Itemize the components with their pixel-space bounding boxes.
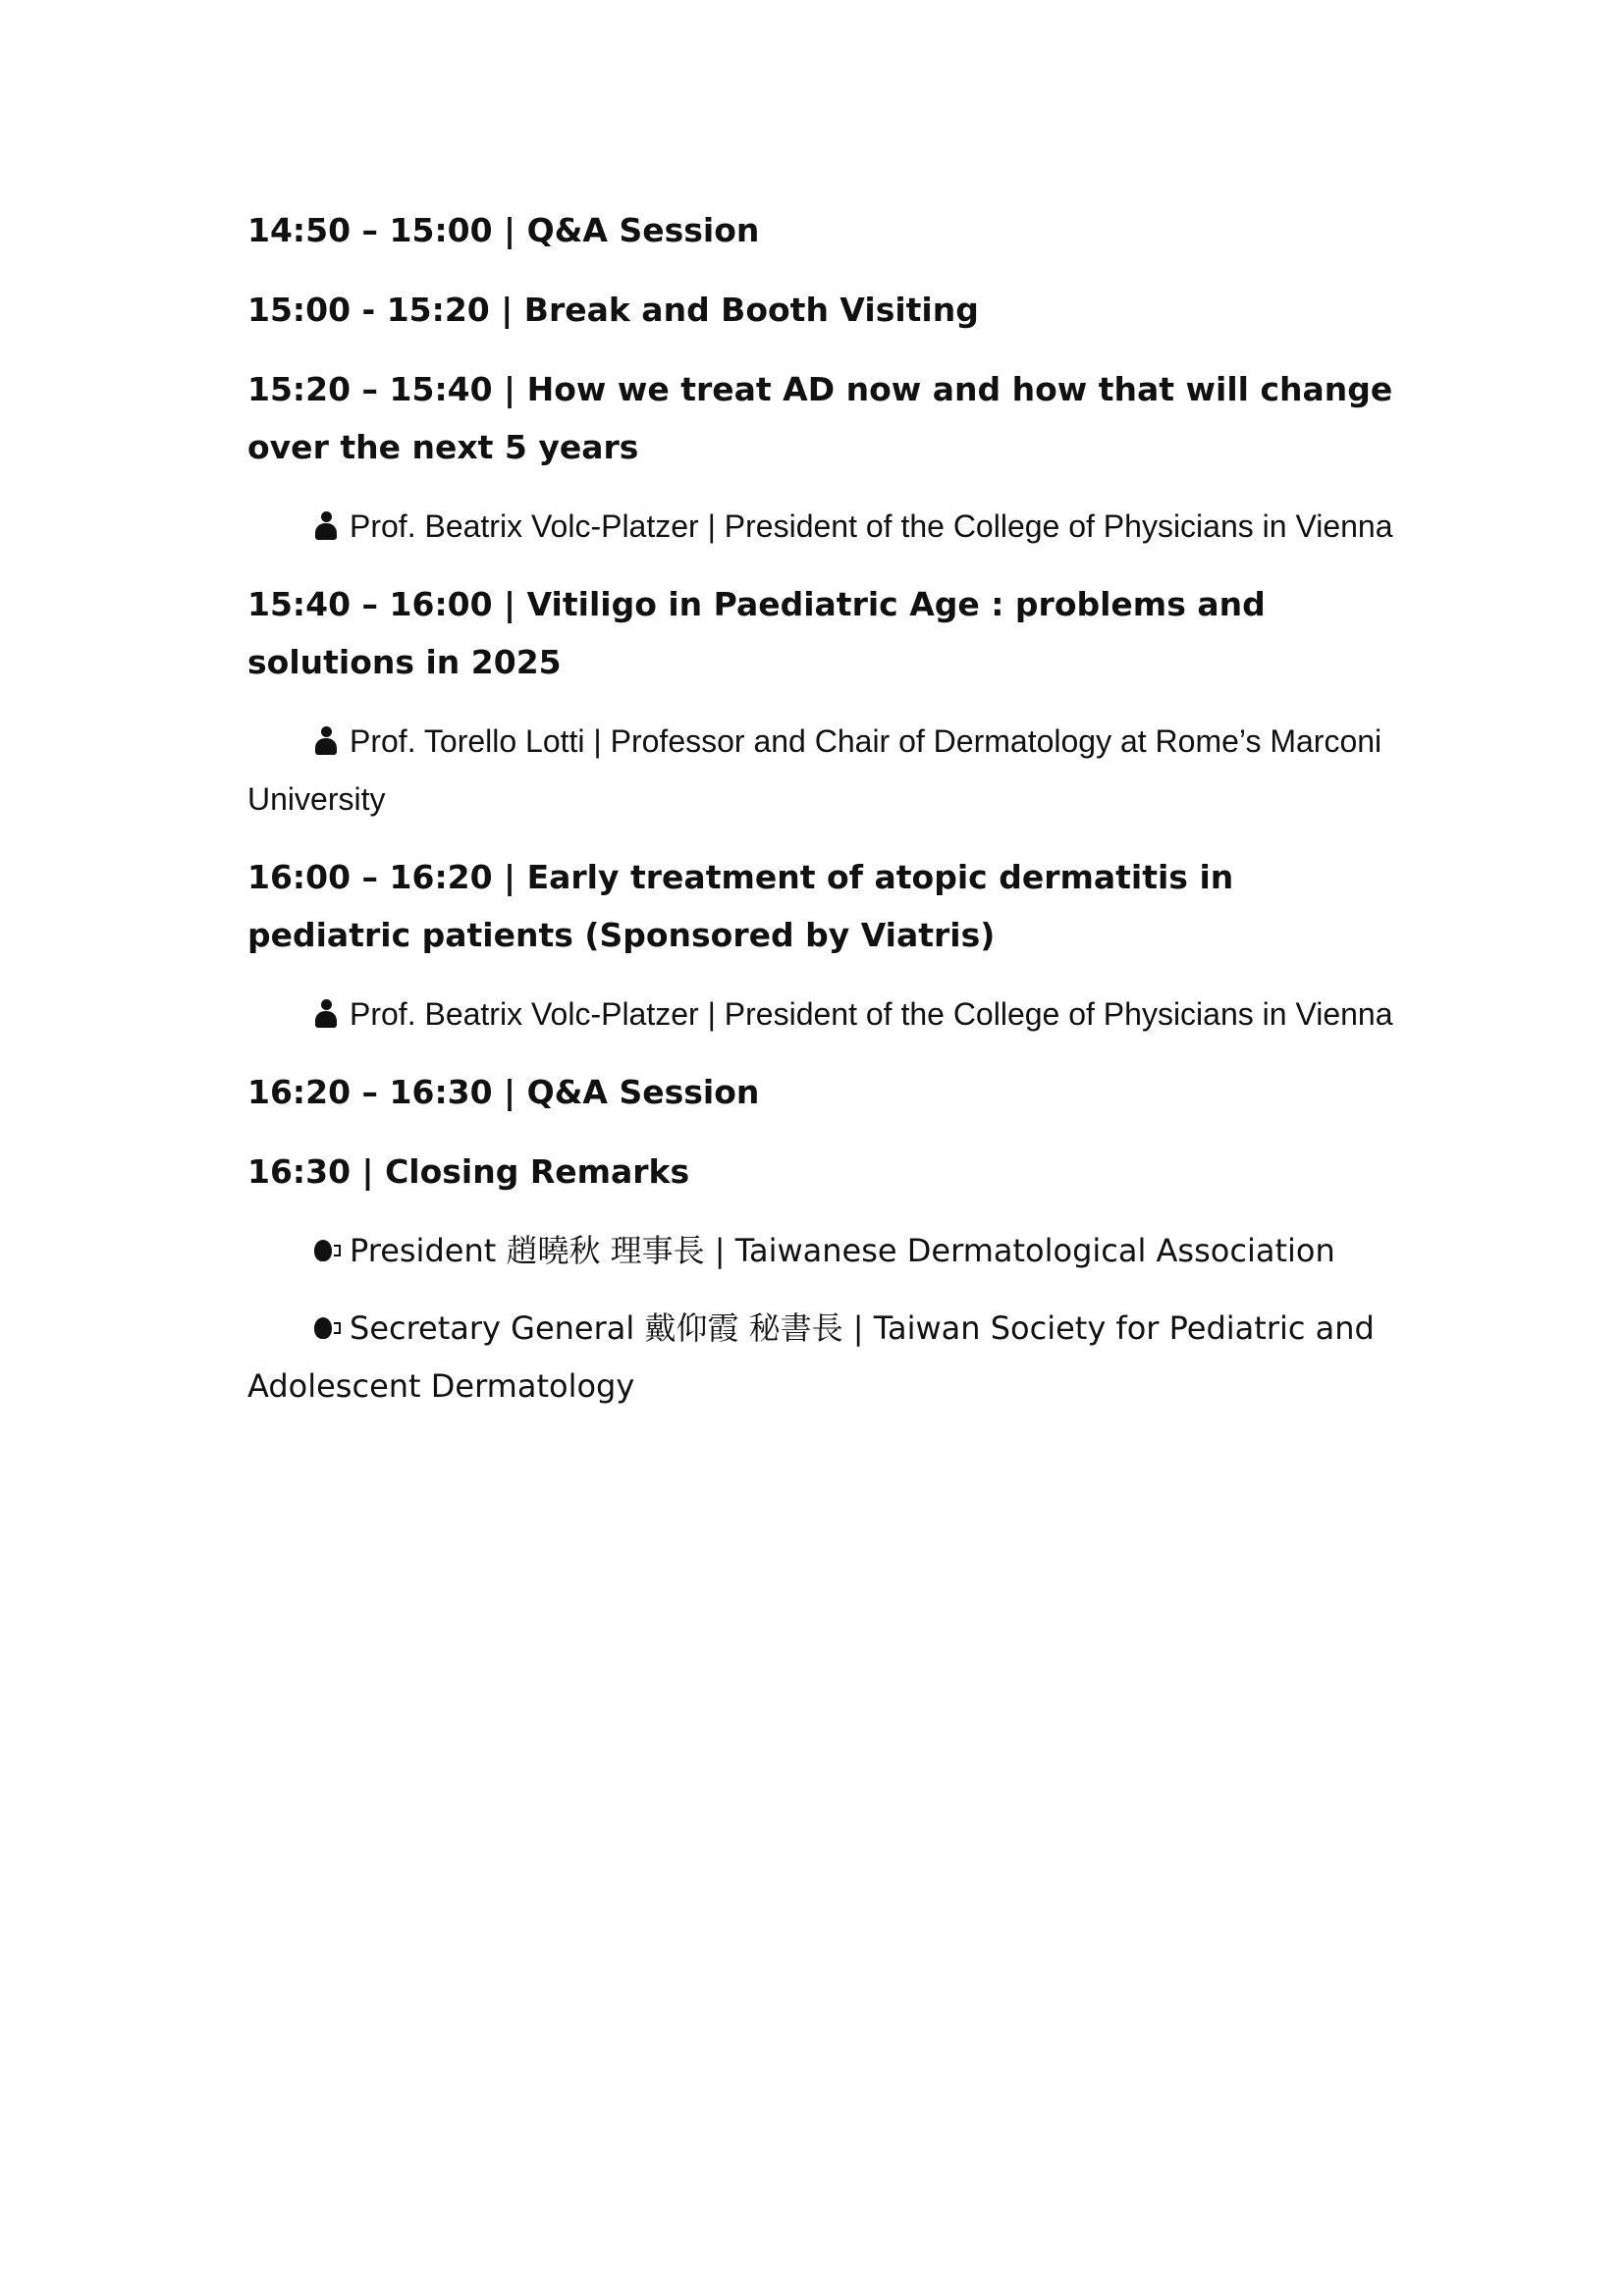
session-vitiligo: 15:40 – 16:00 | Vitiligo in Paediatric Age : problems and solutions in 2025 [247, 585, 1266, 681]
speaker-text: Prof. Beatrix Volc-Platzer | President of the College of Physicians in Vienna [350, 508, 1393, 544]
speaking-head-icon [314, 1237, 342, 1264]
speaker-entry [247, 713, 1396, 828]
agenda-page [247, 201, 1396, 1435]
speaker-entry [247, 498, 1396, 556]
person-icon [314, 999, 338, 1029]
speaker-entry [247, 986, 1396, 1043]
remarks-text: President 趙曉秋 理事長 | Taiwanese Dermatological Association [350, 1232, 1335, 1269]
speaker-text: Prof. Beatrix Volc-Platzer | President of the College of Physicians in Vienna [350, 996, 1393, 1032]
remarks-text: Secretary General 戴仰霞 秘書長 | Taiwan Society for Pediatric and Adolescent Dermatology [247, 1309, 1375, 1405]
remarks-entry [247, 1300, 1396, 1415]
session-qa-2: 16:20 – 16:30 | Q&A Session [247, 1073, 760, 1111]
session-break: 15:00 - 15:20 | Break and Booth Visiting [247, 291, 979, 329]
session-closing-remarks: 16:30 | Closing Remarks [247, 1152, 690, 1191]
session-early-treatment: 16:00 – 16:20 | Early treatment of atopic dermatitis in pediatric patients (Sponsored by Viatris) [247, 858, 1234, 954]
speaker-text: Prof. Torello Lotti | Professor and Chair of Dermatology at Rome’s Marconi University [247, 723, 1382, 817]
person-icon [314, 726, 338, 756]
session-ad-treatment: 15:20 – 15:40 | How we treat AD now and how that will change over the next 5 years [247, 370, 1393, 466]
speaking-head-icon [314, 1314, 342, 1342]
remarks-entry [247, 1222, 1396, 1280]
person-icon [314, 511, 338, 541]
session-qa-1: 14:50 – 15:00 | Q&A Session [247, 211, 760, 249]
